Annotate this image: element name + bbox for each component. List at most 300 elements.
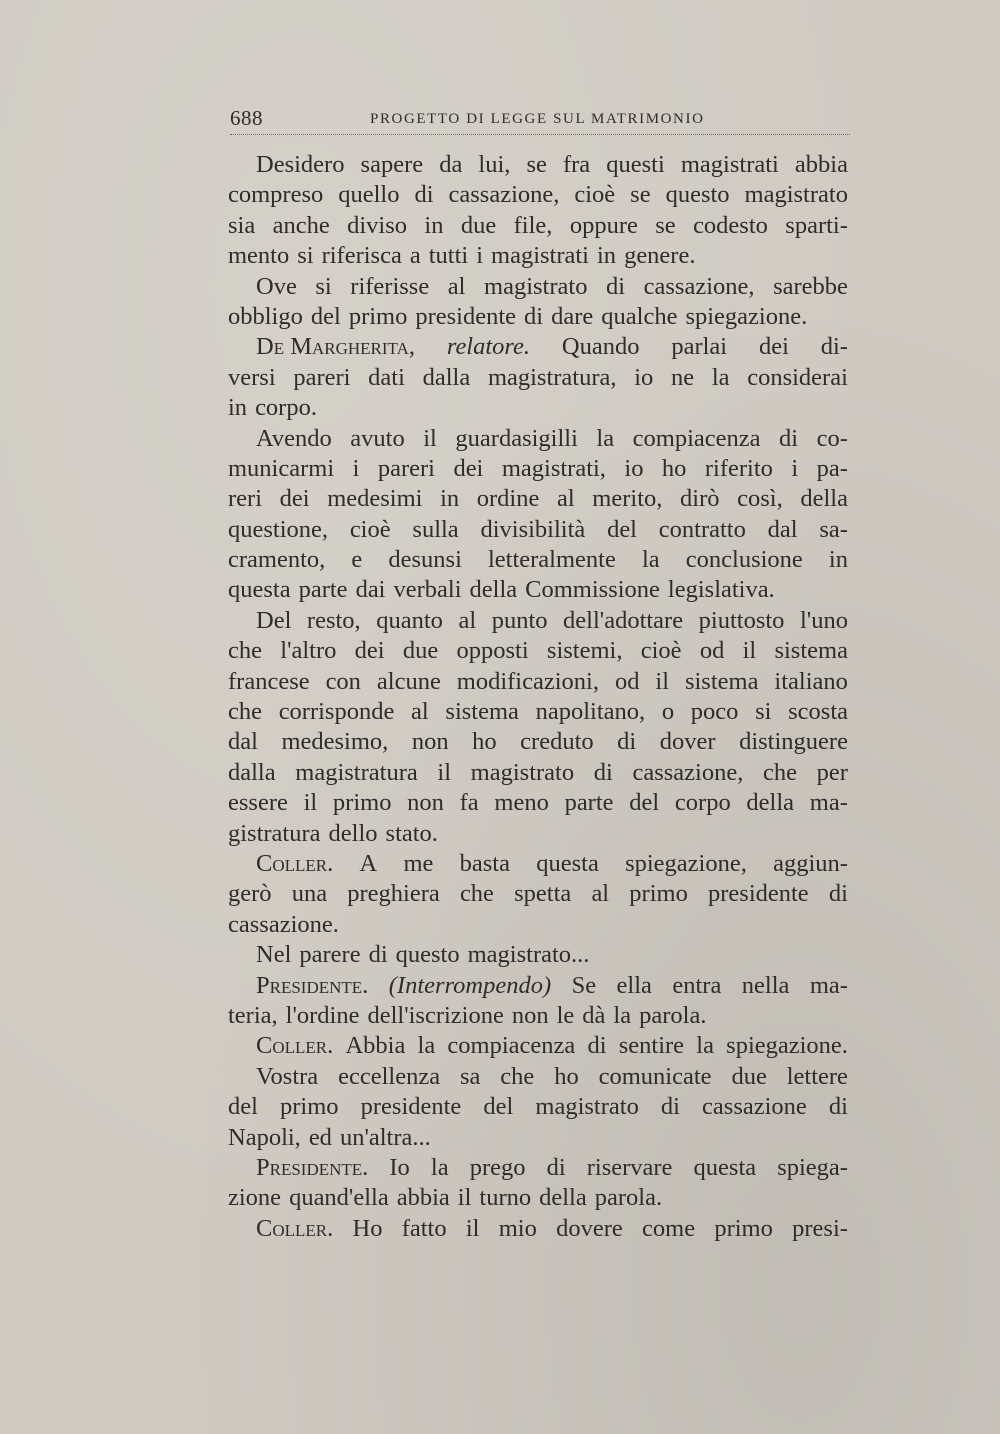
- word: cassazione.: [228, 910, 339, 938]
- word: ho: [472, 728, 497, 756]
- body-text: [228, 150, 848, 1244]
- word: francese: [228, 667, 310, 695]
- word: quand'ella: [289, 1184, 389, 1212]
- word: preghiera: [347, 880, 440, 908]
- text-line: [228, 849, 848, 879]
- word: Presidente.: [256, 971, 369, 999]
- word: od: [699, 637, 725, 665]
- word: di: [617, 728, 637, 756]
- word: basta: [459, 849, 510, 877]
- word: due: [402, 637, 439, 665]
- word: non: [407, 789, 444, 817]
- word: di: [828, 880, 848, 908]
- word: meno: [494, 789, 549, 817]
- word: teria,: [228, 1001, 278, 1029]
- word: si: [755, 698, 772, 726]
- word: l'altro: [280, 637, 337, 665]
- text-line: [228, 940, 848, 970]
- word: sistema: [445, 698, 519, 726]
- word: A: [359, 849, 378, 877]
- word: lui,: [478, 151, 511, 178]
- word: i: [476, 242, 484, 270]
- word: co-: [816, 424, 848, 452]
- word: magistrato: [484, 272, 588, 300]
- word: obbligo: [228, 302, 303, 330]
- word: della: [800, 485, 848, 513]
- word: punto: [491, 606, 548, 634]
- word: questi: [606, 151, 665, 178]
- word: sapere: [360, 151, 424, 178]
- word: al: [411, 698, 429, 726]
- word: ed: [308, 1123, 332, 1151]
- word: considerai: [747, 363, 848, 391]
- word: dell'adottare: [563, 606, 684, 634]
- word: così,: [737, 485, 783, 513]
- word: Napoli,: [228, 1123, 301, 1151]
- word: di: [828, 1093, 848, 1121]
- word: la: [696, 1032, 714, 1060]
- word: il: [423, 424, 437, 452]
- word: se: [655, 211, 676, 239]
- word: il: [303, 789, 318, 817]
- page-number: 688: [230, 106, 263, 130]
- text-line: [228, 454, 848, 484]
- word: se: [630, 181, 651, 209]
- word: parte: [298, 576, 348, 604]
- word: magistratura,: [487, 363, 617, 391]
- word: me: [403, 849, 434, 877]
- word: Abbia: [345, 1032, 406, 1060]
- word: di: [593, 758, 613, 786]
- text-line: [228, 1214, 848, 1244]
- text-line: [228, 1031, 848, 1061]
- word: la: [417, 1032, 436, 1060]
- word: prego: [469, 1153, 526, 1181]
- word: poco: [690, 698, 739, 726]
- word: piuttosto: [698, 606, 785, 634]
- word: non: [511, 1001, 549, 1029]
- text-line: [228, 302, 848, 332]
- word: legislativa.: [667, 576, 775, 604]
- word: Quando: [561, 333, 640, 361]
- word: sistema: [774, 637, 848, 665]
- word: magistrato: [744, 181, 848, 209]
- word: dati: [368, 363, 405, 391]
- word: e: [351, 546, 363, 574]
- word: riservare: [586, 1153, 673, 1181]
- word: se: [526, 151, 547, 178]
- word: dà: [582, 1001, 606, 1029]
- word: dell'iscrizione: [367, 1001, 504, 1029]
- word: compiacenza: [447, 1032, 576, 1060]
- word: ho: [661, 454, 687, 482]
- word: la: [641, 546, 660, 574]
- word: magistrato: [535, 1093, 639, 1121]
- word: compreso: [228, 181, 324, 209]
- word: aggiun-: [773, 849, 848, 877]
- word: sa: [459, 1062, 481, 1090]
- word: riferisse: [350, 272, 430, 300]
- word: municarmi: [228, 454, 335, 482]
- word: sulla: [412, 515, 459, 543]
- word: dello: [328, 819, 378, 847]
- word: Coller.: [256, 849, 334, 877]
- word: Presidente.: [256, 1153, 369, 1181]
- word: dai: [355, 576, 386, 604]
- word: magistrato...: [467, 941, 590, 969]
- word: ella: [616, 971, 652, 999]
- word: tutti: [428, 242, 469, 270]
- word: presi-: [792, 1214, 848, 1242]
- text-line: [228, 180, 848, 210]
- word: stato.: [385, 819, 438, 847]
- word: questo: [395, 941, 460, 969]
- text-line: [228, 545, 848, 575]
- word: dalla: [422, 363, 471, 391]
- word: del: [607, 515, 637, 543]
- word: Coller.: [256, 1032, 334, 1060]
- word: ordine: [476, 485, 540, 513]
- word: fatto: [401, 1214, 447, 1242]
- word: magistrato: [470, 758, 575, 786]
- word: presidente: [415, 302, 517, 330]
- text-line: [228, 788, 848, 818]
- text-line: [228, 363, 848, 393]
- text-line: [228, 515, 848, 545]
- word: primo: [348, 302, 408, 330]
- word: a: [409, 242, 421, 270]
- word: la: [613, 1001, 632, 1029]
- word: Ove: [256, 272, 297, 300]
- word: un'altra...: [339, 1123, 431, 1151]
- word: dovere: [556, 1214, 623, 1242]
- word: gistratura: [228, 819, 321, 847]
- word: entra: [672, 971, 722, 999]
- text-line: [228, 910, 848, 940]
- word: conclusione: [685, 546, 803, 574]
- word: reri: [228, 485, 262, 513]
- word: modificazioni,: [456, 667, 599, 695]
- text-line: [228, 272, 848, 302]
- word: turno: [479, 1184, 532, 1212]
- word: dare: [551, 302, 594, 330]
- word: i: [352, 454, 360, 482]
- word: spiega-: [777, 1153, 848, 1181]
- word: parola.: [639, 1001, 707, 1029]
- word: scosta: [788, 698, 848, 726]
- word: parola.: [594, 1184, 663, 1212]
- word: magistrati: [491, 242, 589, 270]
- text-line: [228, 241, 848, 271]
- word: codesto: [693, 211, 768, 239]
- word: file,: [513, 211, 553, 239]
- word: o: [661, 698, 675, 726]
- word: contratto: [658, 515, 746, 543]
- word: letteralmente: [487, 546, 616, 574]
- word: compiacenza: [632, 424, 761, 452]
- word: qualche: [601, 302, 678, 330]
- word: distinguere: [739, 728, 848, 756]
- word: oppure: [569, 211, 638, 239]
- text-line: [228, 1062, 848, 1092]
- word: presidente: [360, 1093, 462, 1121]
- word: di: [414, 181, 434, 209]
- word: zione: [228, 1184, 282, 1212]
- word: od: [614, 667, 640, 695]
- word: sparti-: [785, 211, 848, 239]
- word: Avendo: [256, 424, 332, 452]
- word: due: [460, 211, 497, 239]
- word: il: [437, 758, 452, 786]
- word: parte: [564, 789, 614, 817]
- word: del: [629, 789, 660, 817]
- word: come: [642, 1214, 696, 1242]
- text-line: [228, 758, 848, 788]
- word: in: [597, 242, 617, 270]
- word: parere: [299, 941, 361, 969]
- word: che: [500, 1062, 535, 1090]
- word: del: [483, 1093, 514, 1121]
- word: anche: [272, 211, 330, 239]
- word: verbali: [393, 576, 462, 604]
- word: opposti: [456, 637, 529, 665]
- word: Se: [571, 971, 597, 999]
- word: che: [459, 880, 494, 908]
- word: presidente: [708, 880, 809, 908]
- text-line: [228, 211, 848, 241]
- text-line: [228, 1153, 848, 1183]
- word: sa-: [819, 515, 848, 543]
- text-line: [228, 667, 848, 697]
- word: questione,: [228, 515, 329, 543]
- word: medesimo,: [281, 728, 389, 756]
- word: (Interrompendo): [388, 971, 552, 999]
- word: in: [228, 394, 248, 422]
- word: magistrati,: [501, 454, 606, 482]
- word: di: [546, 1153, 566, 1181]
- word: si: [297, 242, 314, 270]
- word: primo: [280, 1093, 339, 1121]
- word: dei: [279, 485, 310, 513]
- word: al: [556, 485, 575, 513]
- word: il: [457, 1184, 472, 1212]
- word: magistrati: [680, 151, 779, 178]
- word: relatore.: [446, 333, 531, 361]
- word: resto,: [306, 606, 361, 634]
- word: ne: [670, 363, 695, 391]
- word: versi: [228, 363, 276, 391]
- word: creduto: [520, 728, 594, 756]
- word: la: [430, 1153, 449, 1181]
- word: cioè: [349, 515, 391, 543]
- text-line: [228, 819, 848, 849]
- word: corpo.: [255, 394, 317, 422]
- word: due: [731, 1062, 767, 1090]
- text-line: [228, 424, 848, 454]
- word: corpo: [674, 789, 731, 817]
- word: primo: [332, 789, 392, 817]
- word: nella: [741, 971, 790, 999]
- word: dover: [659, 728, 716, 756]
- word: questa: [693, 1153, 757, 1181]
- word: corrisponde: [278, 698, 395, 726]
- word: si: [315, 272, 332, 300]
- word: con: [325, 667, 361, 695]
- word: spiegazione.: [726, 1032, 848, 1060]
- word: questa: [536, 849, 599, 877]
- word: napolitano,: [535, 698, 646, 726]
- word: lettere: [786, 1062, 848, 1090]
- word: in: [828, 546, 848, 574]
- word: dei: [354, 637, 385, 665]
- word: del: [228, 1093, 258, 1121]
- word: Coller.: [256, 1214, 334, 1242]
- word: primo: [714, 1214, 773, 1242]
- running-head: [230, 106, 850, 135]
- word: dei: [453, 454, 484, 482]
- word: della: [469, 576, 518, 604]
- word: di: [587, 1032, 607, 1060]
- word: della: [746, 789, 795, 817]
- word: il: [655, 667, 670, 695]
- word: ho: [554, 1062, 579, 1090]
- word: primo: [629, 880, 688, 908]
- word: comunicate: [598, 1062, 712, 1090]
- word: dei: [758, 333, 789, 361]
- word: di-: [820, 333, 848, 361]
- word: parlai: [671, 333, 728, 361]
- word: medesimi: [327, 485, 423, 513]
- word: abbia: [794, 151, 848, 178]
- word: desunsi: [388, 546, 462, 574]
- word: fa: [459, 789, 479, 817]
- word: sistemi,: [546, 637, 623, 665]
- text-line: [228, 727, 848, 757]
- word: cioè: [640, 637, 682, 665]
- text-line: [228, 393, 848, 423]
- word: di: [779, 424, 799, 452]
- word: spiegazione,: [625, 849, 747, 877]
- text-line: [228, 575, 848, 605]
- word: cioè: [574, 181, 616, 209]
- text-line: [228, 606, 848, 636]
- word: mio: [498, 1214, 537, 1242]
- word: che: [228, 698, 262, 726]
- word: i: [791, 454, 799, 482]
- word: di: [660, 1093, 680, 1121]
- word: cramento,: [228, 546, 326, 574]
- word: diviso: [347, 211, 408, 239]
- word: ma-: [809, 971, 848, 999]
- text-line: [228, 1183, 848, 1213]
- word: le: [556, 1001, 575, 1029]
- text-line: [228, 150, 848, 180]
- text-line: [228, 1001, 848, 1031]
- word: Del: [256, 606, 292, 634]
- running-title: PROGETTO DI LEGGE SUL MATRIMONIO: [370, 111, 705, 127]
- word: italiano: [774, 667, 848, 695]
- word: eccellenza: [338, 1062, 441, 1090]
- word: quanto: [376, 606, 443, 634]
- text-line: [228, 636, 848, 666]
- word: abbia: [396, 1184, 450, 1212]
- word: io: [634, 363, 654, 391]
- word: Vostra: [256, 1062, 319, 1090]
- word: mento: [228, 242, 290, 270]
- word: spetta: [514, 880, 572, 908]
- word: che: [228, 637, 262, 665]
- word: essere: [228, 789, 288, 817]
- word: pareri: [377, 454, 435, 482]
- word: quello: [338, 181, 400, 209]
- word: io: [624, 454, 644, 482]
- word: De Margherita,: [256, 333, 415, 361]
- word: cassazione,: [643, 272, 755, 300]
- word: spiegazione.: [685, 302, 808, 330]
- word: Desidero: [256, 151, 345, 178]
- text-line: [228, 332, 848, 362]
- word: l'ordine: [285, 1001, 360, 1029]
- word: pa-: [816, 454, 848, 482]
- text-line: [228, 1092, 848, 1122]
- word: l'uno: [799, 606, 848, 634]
- word: la: [711, 363, 730, 391]
- text-line: [228, 484, 848, 514]
- word: dirò: [680, 485, 720, 513]
- word: in: [440, 485, 460, 513]
- word: sia: [228, 211, 256, 239]
- word: pareri: [293, 363, 351, 391]
- word: di: [524, 302, 544, 330]
- word: del: [310, 302, 341, 330]
- word: gerò: [228, 880, 272, 908]
- word: di: [606, 272, 626, 300]
- word: al: [591, 880, 610, 908]
- word: fra: [562, 151, 591, 178]
- word: il: [465, 1214, 480, 1242]
- word: dalla: [228, 758, 276, 786]
- word: Ho: [352, 1214, 383, 1242]
- word: dal: [767, 515, 798, 543]
- word: Io: [389, 1153, 410, 1181]
- word: una: [291, 880, 328, 908]
- word: magistratura: [295, 758, 418, 786]
- word: sarebbe: [773, 272, 848, 300]
- word: da: [439, 151, 463, 178]
- word: che: [763, 758, 797, 786]
- word: genere.: [624, 242, 696, 270]
- word: la: [596, 424, 615, 452]
- word: ma-: [809, 789, 848, 817]
- word: sistema: [684, 667, 759, 695]
- word: alcune: [376, 667, 441, 695]
- text-line: [228, 697, 848, 727]
- word: non: [411, 728, 449, 756]
- word: al: [458, 606, 477, 634]
- word: il: [742, 637, 757, 665]
- word: merito,: [592, 485, 663, 513]
- word: della: [539, 1184, 587, 1212]
- word: dal: [228, 728, 258, 756]
- text-line: [228, 1123, 848, 1153]
- word: questo: [665, 181, 730, 209]
- word: cassazione,: [632, 758, 744, 786]
- word: al: [447, 272, 466, 300]
- word: sentire: [618, 1032, 685, 1060]
- word: cassazione: [702, 1093, 807, 1121]
- word: questa: [228, 576, 291, 604]
- word: per: [816, 758, 848, 786]
